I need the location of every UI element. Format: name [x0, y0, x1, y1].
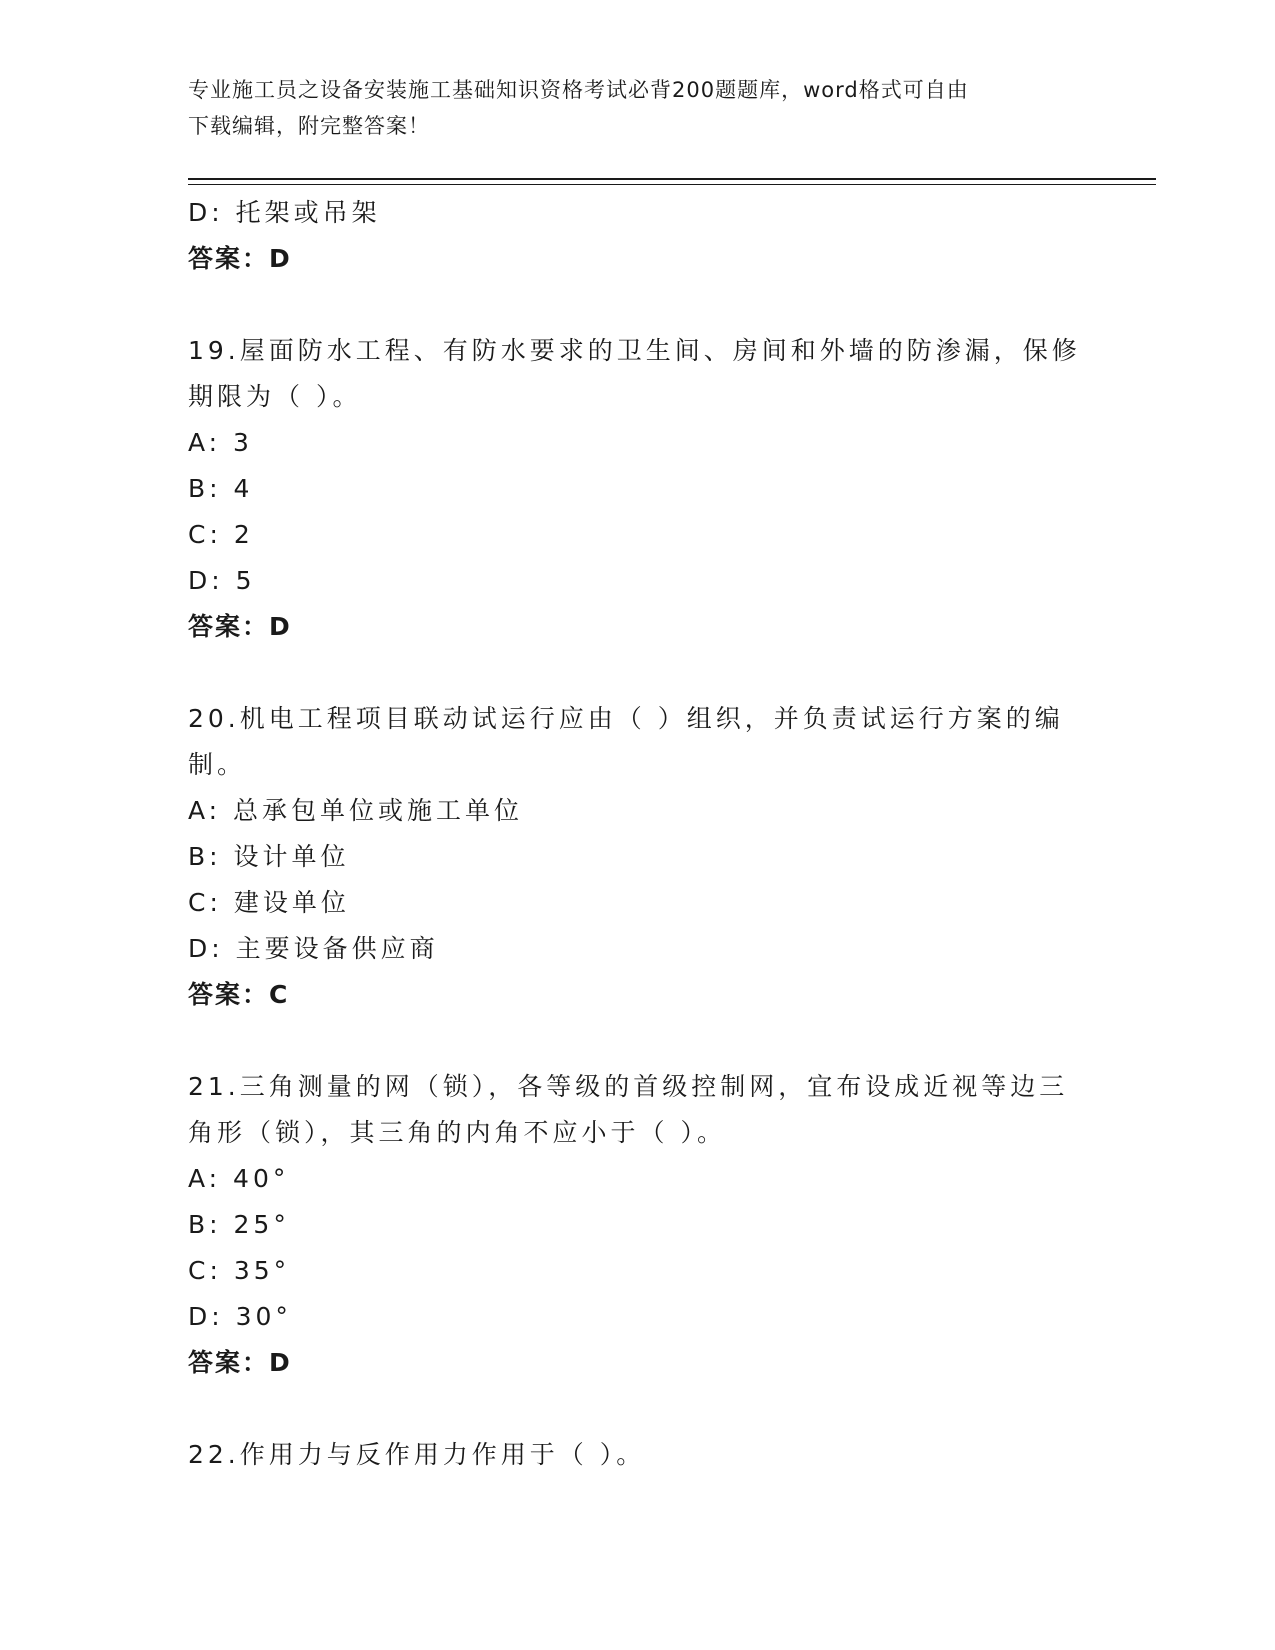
- header-divider-thin: [188, 184, 1156, 185]
- option-b: B: 设计单位: [188, 842, 350, 871]
- question-20: [188, 696, 1088, 1018]
- question-stem-line-2: 角形（锁），其三角的内角不应小于（ ）。: [188, 1118, 726, 1147]
- question-stem-line-2: 制。: [188, 750, 247, 779]
- answer-line: 答案：D: [188, 1348, 292, 1377]
- option-d: D: 主要设备供应商: [188, 934, 439, 963]
- header-divider-thick: [188, 178, 1156, 180]
- option-c: C: 35°: [188, 1256, 291, 1285]
- answer-line: 答案：D: [188, 612, 292, 641]
- question-19: [188, 328, 1088, 650]
- question-21: [188, 1064, 1088, 1386]
- option-a: A: 40°: [188, 1164, 290, 1193]
- spacer: [188, 650, 1088, 696]
- document-header: [188, 72, 1078, 144]
- option-b: B: 25°: [188, 1210, 290, 1239]
- option-c: C: 2: [188, 520, 254, 549]
- option-d: D: 30°: [188, 1302, 292, 1331]
- spacer: [188, 1018, 1088, 1064]
- option-d: D: 5: [188, 566, 256, 595]
- question-stem-line-1: 21.三角测量的网（锁），各等级的首级控制网，宜布设成近视等边三: [188, 1072, 1069, 1101]
- spacer: [188, 1386, 1088, 1432]
- question-stem-line-1: 20.机电工程项目联动试运行应由（ ）组织，并负责试运行方案的编: [188, 704, 1064, 733]
- option-d: D: 托架或吊架: [188, 198, 381, 227]
- question-22: [188, 1432, 1088, 1478]
- answer-line: 答案：C: [188, 980, 290, 1009]
- header-title-line-1: 专业施工员之设备安装施工基础知识资格考试必背200题题库，word格式可自由: [188, 78, 969, 102]
- option-a: A: 总承包单位或施工单位: [188, 796, 524, 825]
- option-a: A: 3: [188, 428, 253, 457]
- document-body: [188, 190, 1088, 1478]
- header-title-line-2: 下载编辑，附完整答案！: [188, 114, 430, 138]
- carryover-question: [188, 190, 1088, 282]
- question-stem-line-1: 22.作用力与反作用力作用于（ ）。: [188, 1440, 646, 1469]
- question-stem-line-2: 期限为（ ）。: [188, 382, 362, 411]
- option-b: B: 4: [188, 474, 254, 503]
- option-c: C: 建设单位: [188, 888, 350, 917]
- question-stem-line-1: 19.屋面防水工程、有防水要求的卫生间、房间和外墙的防渗漏，保修: [188, 336, 1081, 365]
- answer-line: 答案：D: [188, 244, 292, 273]
- spacer: [188, 282, 1088, 328]
